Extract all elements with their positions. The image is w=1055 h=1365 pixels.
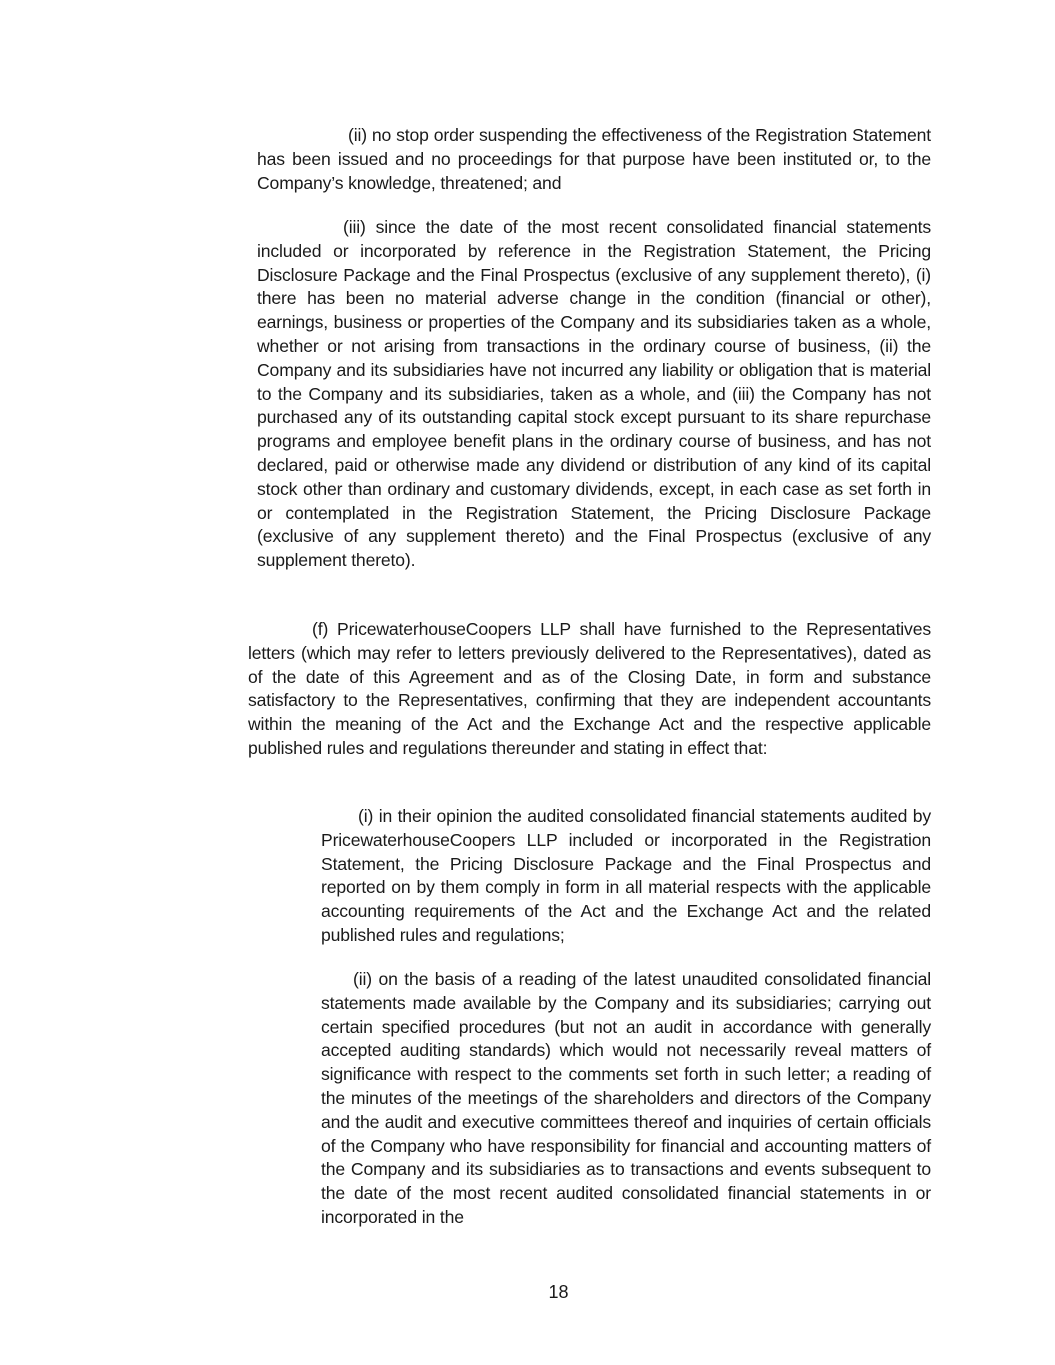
paragraph-f-i xyxy=(321,805,931,948)
paragraph-f-ii xyxy=(321,968,931,1230)
paragraph-text: since the date of the most recent consolidated financial statements included or incorporated by reference in the Registration Statement, the Pricing Disclosure Package and the Final Prospectus (exclusive of any supplement thereto), (i) there has been no material adverse change in the condition (financial or other), earnings, business or properties of the Company and its subsidiaries taken as a whole, whether or not arising from transactions in the ordinary course of business, (ii) the Company and its subsidiaries have not incurred any liability or obligation that is material to the Company and its subsidiaries, taken as a whole, and (iii) the Company has not purchased any of its outstanding capital stock except pursuant to its share repurchase programs and employee benefit plans in the ordinary course of business, and has not declared, paid or otherwise made any dividend or distribution of any kind of its capital stock other than ordinary and customary dividends, except, in each case as set forth in or contemplated in the Registration Statement, the Pricing Disclosure Package (exclusive of any supplement thereto) and the Final Prospectus (exclusive of any supplement thereto). xyxy=(257,217,931,571)
paragraph-number: (i) xyxy=(358,806,374,826)
paragraph-text: no stop order suspending the effectiveness of the Registration Statement has been issued and no proceedings for that purpose have been instituted or, to the Company’s knowledge, threatened; and xyxy=(257,125,931,193)
paragraph-text: PricewaterhouseCoopers LLP shall have furnished to the Representatives letters (which may refer to letters previously delivered to the Representatives), dated as of the date of this Agreement and as of the Closing Date, in form and substance satisfactory to the Representatives, confirming that they are independent accountants within the meaning of the Act and the Exchange Act and the respective applicable published rules and regulations thereunder and stating in effect that: xyxy=(248,619,931,758)
paragraph-text: on the basis of a reading of the latest unaudited consolidated financial statements made available by the Company and its subsidiaries; carrying out certain specified procedures (but not an audit in accordance with generally accepted auditing standards) which would not necessarily reveal matters of significance with respect to the comments set forth in such letter; a reading of the minutes of the meetings of the shareholders and directors of the Company and the audit and executive committees thereof and inquiries of certain officials of the Company who have responsibility for financial and accounting matters of the Company and its subsidiaries as to transactions and events subsequent to the date of the most recent audited consolidated financial statements in or incorporated in the xyxy=(321,969,931,1227)
paragraph-number: (ii) xyxy=(348,125,367,145)
paragraph-e-iii xyxy=(257,216,931,573)
paragraph-text: in their opinion the audited consolidated financial statements audited by PricewaterhouseCoopers LLP included or incorporated in the Registration Statement, the Pricing Disclosure Package and the Final Prospectus and reported on by them comply in form in all material respects with the applicable accounting requirements of the Act and the Exchange Act and the related published rules and regulations; xyxy=(321,806,931,945)
paragraph-number: (f) xyxy=(312,619,329,639)
page-number: 18 xyxy=(548,1282,569,1302)
paragraph-number: (ii) xyxy=(353,969,372,989)
paragraph-number: (iii) xyxy=(343,217,366,237)
paragraph-e-ii xyxy=(257,124,931,195)
paragraph-f xyxy=(248,618,931,761)
